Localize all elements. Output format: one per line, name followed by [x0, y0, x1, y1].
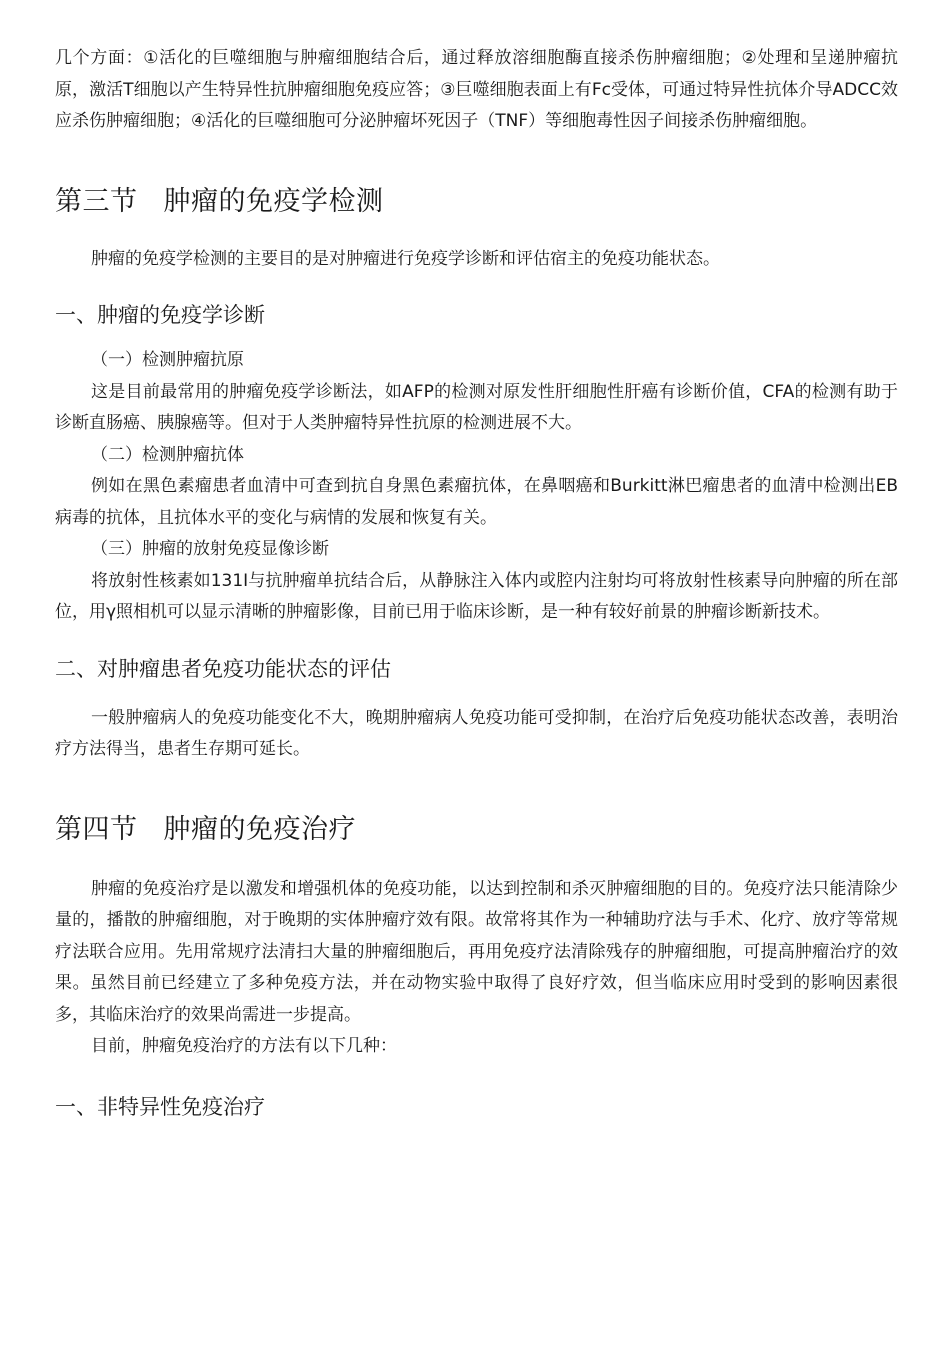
subheading-tumor-antibody: （二）检测肿瘤抗体	[91, 444, 244, 465]
paragraph-tumor-antigen: 这是目前最常用的肿瘤免疫学诊断法，如AFP的检测对原发性肝细胞性肝癌有诊断价值，CFA的检测有助于诊断直肠癌、胰腺癌等。但对于人类肿瘤特异性抗原的检测进展不大。	[55, 381, 898, 433]
heading-immune-assessment: 二、对肿瘤患者免疫功能状态的评估	[55, 656, 391, 681]
subheading-tumor-antigen: （一）检测肿瘤抗原	[91, 350, 244, 370]
subheading-radioimmunoimaging: （三）肿瘤的放射免疫显像诊断	[91, 539, 329, 559]
section-3-heading	[55, 182, 898, 222]
section-3-number: 第三节	[55, 185, 138, 217]
section-3-intro: 肿瘤的免疫学检测的主要目的是对肿瘤进行免疫学诊断和评估宿主的免疫功能状态。	[91, 248, 720, 269]
section-4-number: 第四节	[55, 813, 138, 845]
document-page	[55, 0, 898, 1123]
heading-nonspecific-therapy: 一、非特异性免疫治疗	[55, 1094, 265, 1119]
paragraph-tumor-antibody: 例如在黑色素瘤患者血清中可查到抗自身黑色素瘤抗体，在鼻咽癌和Burkitt淋巴瘤患者的血清中检测出EB病毒的抗体，且抗体水平的变化与病情的发展和恢复有关。	[55, 476, 898, 528]
paragraph-radioimmunoimaging: 将放射性核素如131I与抗肿瘤单抗结合后，从静脉注入体内或腔内注射均可将放射性核素导向肿瘤的所在部位，用γ照相机可以显示清晰的肿瘤影像，目前已用于临床诊断，是一种有较好前景的肿瘤诊断新技术。	[55, 570, 898, 622]
section-4-title: 肿瘤的免疫治疗	[163, 813, 356, 845]
section-4-methods: 目前，肿瘤免疫治疗的方法有以下几种：	[91, 1036, 397, 1056]
intro-paragraph: 几个方面：①活化的巨噬细胞与肿瘤细胞结合后，通过释放溶细胞酶直接杀伤肿瘤细胞；②处理和呈递肿瘤抗原，激活T细胞以产生特异性抗肿瘤细胞免疫应答；③巨噬细胞表面上有Fc受体，可通过特异性抗体介导ADCC效应杀伤肿瘤细胞；④活化的巨噬细胞可分泌肿瘤坏死因子（TNF）等细胞毒性因子间接杀伤肿瘤细胞。	[55, 48, 898, 131]
section-3-title: 肿瘤的免疫学检测	[163, 185, 384, 217]
section-4-paragraph: 肿瘤的免疫治疗是以激发和增强机体的免疫功能，以达到控制和杀灭肿瘤细胞的目的。免疫疗法只能清除少量的，播散的肿瘤细胞，对于晚期的实体肿瘤疗效有限。故常将其作为一种辅助疗法与手术、化疗、放疗等常规疗法联合应用。先用常规疗法清扫大量的肿瘤细胞后，再用免疫疗法清除残存的肿瘤细胞，可提高肿瘤治疗的效果。虽然目前已经建立了多种免疫方法，并在动物实验中取得了良好疗效，但当临床应用时受到的影响因素很多，其临床治疗的效果尚需进一步提高。	[55, 878, 898, 1025]
heading-immunodiagnosis: 一、肿瘤的免疫学诊断	[55, 303, 265, 327]
paragraph-immune-assessment: 一般肿瘤病人的免疫功能变化不大，晚期肿瘤病人免疫功能可受抑制，在治疗后免疫功能状态改善，表明治疗方法得当，患者生存期可延长。	[55, 707, 898, 759]
section-4-heading	[55, 810, 898, 850]
